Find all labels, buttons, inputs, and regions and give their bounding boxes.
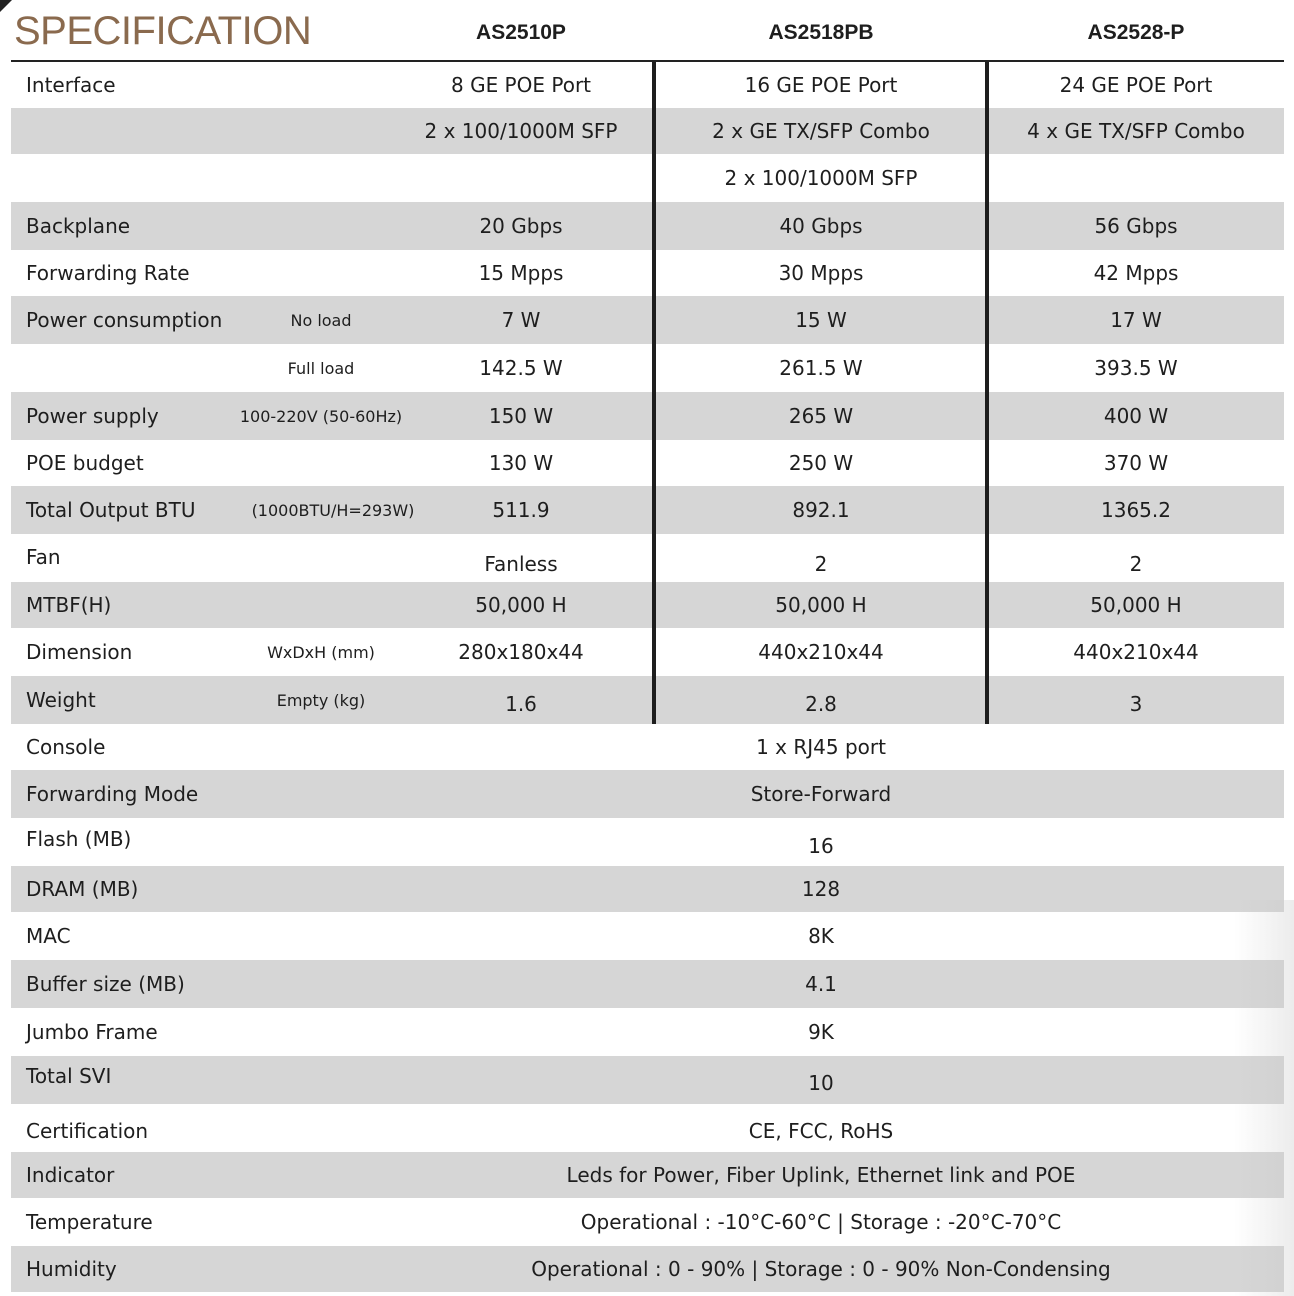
value-as2510p: 280x180x44 (458, 640, 584, 664)
value-as2518pb: 892.1 (792, 498, 850, 522)
row-power-supply (11, 392, 1284, 440)
row-sublabel: WxDxH (mm) (267, 642, 375, 662)
model-header-1: AS2510P (476, 21, 566, 44)
row-label: Console (26, 735, 106, 759)
row-temperature (11, 1198, 1284, 1246)
value-as2510p: Fanless (484, 552, 558, 576)
value-as2528p: 370 W (1103, 451, 1169, 475)
value-as2528p: 3 (1129, 692, 1143, 716)
value-as2528p: 56 Gbps (1094, 214, 1178, 238)
row-sublabel: 100-220V (50-60Hz) (239, 406, 403, 426)
row-fan (11, 534, 1284, 582)
value-as2510p: 130 W (488, 451, 554, 475)
value-as2528p: 400 W (1103, 404, 1169, 428)
row-weight (11, 676, 1284, 724)
value-as2510p: 15 Mpps (478, 261, 564, 285)
row-poe-budget (11, 440, 1284, 486)
row-sublabel: (1000BTU/H=293W) (251, 500, 415, 520)
shared-value: Leds for Power, Fiber Uplink, Ethernet link and POE (566, 1163, 1076, 1187)
row-certification (11, 1104, 1284, 1152)
row-backplane (11, 202, 1284, 250)
model-header-2: AS2518PB (768, 21, 874, 44)
shared-value: Store-Forward (750, 782, 892, 806)
row-mtbf (11, 582, 1284, 628)
row-label: Forwarding Mode (26, 782, 199, 806)
row-label: MAC (26, 924, 71, 948)
shared-value: CE, FCC, RoHS (748, 1119, 894, 1143)
row-interface-3 (11, 154, 1284, 202)
value-as2510p: 50,000 H (475, 593, 567, 617)
shared-value: 10 (808, 1071, 834, 1095)
value-as2528p: 393.5 W (1094, 356, 1178, 380)
shared-value: 4.1 (805, 972, 837, 996)
model-header-3: AS2528-P (1087, 21, 1185, 44)
row-dram (11, 866, 1284, 912)
row-label: Humidity (26, 1257, 117, 1281)
row-forwarding-mode (11, 770, 1284, 818)
row-label: POE budget (26, 451, 144, 475)
value-as2528p: 1365.2 (1101, 498, 1171, 522)
row-label: Total Output BTU (26, 498, 196, 522)
row-label: DRAM (MB) (26, 877, 139, 901)
value-as2518pb: 265 W (788, 404, 854, 428)
row-power-no-load (11, 296, 1284, 344)
value-as2518pb: 2.8 (805, 692, 837, 716)
value-as2518pb: 50,000 H (775, 593, 867, 617)
row-label: Power supply (26, 404, 159, 428)
value-as2528p: 4 x GE TX/SFP Combo (1027, 119, 1245, 143)
shared-value: 1 x RJ45 port (756, 735, 886, 759)
value-as2528p: 2 (1129, 552, 1143, 576)
value-as2510p: 1.6 (505, 692, 537, 716)
row-mac (11, 912, 1284, 960)
value-as2518pb: 440x210x44 (758, 640, 884, 664)
row-total-output-btu (11, 486, 1284, 534)
value-as2518pb: 261.5 W (779, 356, 863, 380)
shared-value: 128 (801, 877, 841, 901)
row-total-svi (11, 1056, 1284, 1104)
row-label: Total SVI (26, 1064, 112, 1088)
value-as2518pb: 30 Mpps (778, 261, 864, 285)
value-as2510p: 511.9 (492, 498, 550, 522)
value-as2510p: 150 W (488, 404, 554, 428)
corner-decoration (0, 0, 12, 12)
row-sublabel: No load (290, 310, 352, 330)
shared-value: 8K (808, 924, 834, 948)
value-as2528p: 440x210x44 (1073, 640, 1199, 664)
value-as2510p: 2 x 100/1000M SFP (424, 119, 618, 143)
row-label: MTBF(H) (26, 593, 112, 617)
row-sublabel: Empty (kg) (276, 690, 366, 710)
row-label: Weight (26, 688, 96, 712)
value-as2510p: 8 GE POE Port (450, 73, 592, 97)
row-label: Flash (MB) (26, 827, 132, 851)
row-sublabel: Full load (287, 358, 355, 378)
row-label: Buffer size (MB) (26, 972, 185, 996)
value-as2528p: 42 Mpps (1093, 261, 1179, 285)
row-forwarding-rate (11, 250, 1284, 296)
value-as2510p: 20 Gbps (479, 214, 563, 238)
row-label: Power consumption (26, 308, 223, 332)
row-label: Forwarding Rate (26, 261, 190, 285)
row-label: Dimension (26, 640, 133, 664)
row-humidity (11, 1246, 1284, 1292)
row-label: Temperature (26, 1210, 153, 1234)
page-title: SPECIFICATION (14, 9, 312, 53)
row-label: Interface (26, 73, 116, 97)
row-label: Backplane (26, 214, 131, 238)
shared-value: 9K (808, 1020, 834, 1044)
column-divider (985, 62, 989, 724)
value-as2518pb: 40 Gbps (779, 214, 863, 238)
value-as2528p: 50,000 H (1090, 593, 1182, 617)
value-as2518pb: 15 W (795, 308, 847, 332)
row-jumbo-frame (11, 1008, 1284, 1056)
row-label: Certification (26, 1119, 149, 1143)
value-as2518pb: 16 GE POE Port (744, 73, 898, 97)
value-as2510p: 142.5 W (479, 356, 563, 380)
row-dimension (11, 628, 1284, 676)
edge-shading (1234, 900, 1294, 1296)
row-buffer-size (11, 960, 1284, 1008)
value-as2518pb: 2 x 100/1000M SFP (724, 166, 918, 190)
value-as2518pb: 250 W (788, 451, 854, 475)
shared-value: Operational : -10°C-60°C | Storage : -20°C-70°C (580, 1210, 1062, 1234)
row-indicator (11, 1152, 1284, 1198)
row-flash (11, 818, 1284, 866)
column-divider (652, 62, 656, 724)
shared-value: Operational : 0 - 90% | Storage : 0 - 90% Non-Condensing (531, 1257, 1111, 1281)
shared-value: 16 (808, 834, 834, 858)
row-power-full-load (11, 344, 1284, 392)
row-console (11, 724, 1284, 770)
row-label: Fan (26, 545, 61, 569)
row-label: Jumbo Frame (26, 1020, 158, 1044)
value-as2528p: 17 W (1110, 308, 1162, 332)
value-as2518pb: 2 x GE TX/SFP Combo (712, 119, 930, 143)
row-label: Indicator (26, 1163, 115, 1187)
value-as2510p: 7 W (501, 308, 541, 332)
value-as2518pb: 2 (814, 552, 828, 576)
row-interface-2 (11, 108, 1284, 154)
row-interface (11, 62, 1284, 108)
value-as2528p: 24 GE POE Port (1059, 73, 1213, 97)
